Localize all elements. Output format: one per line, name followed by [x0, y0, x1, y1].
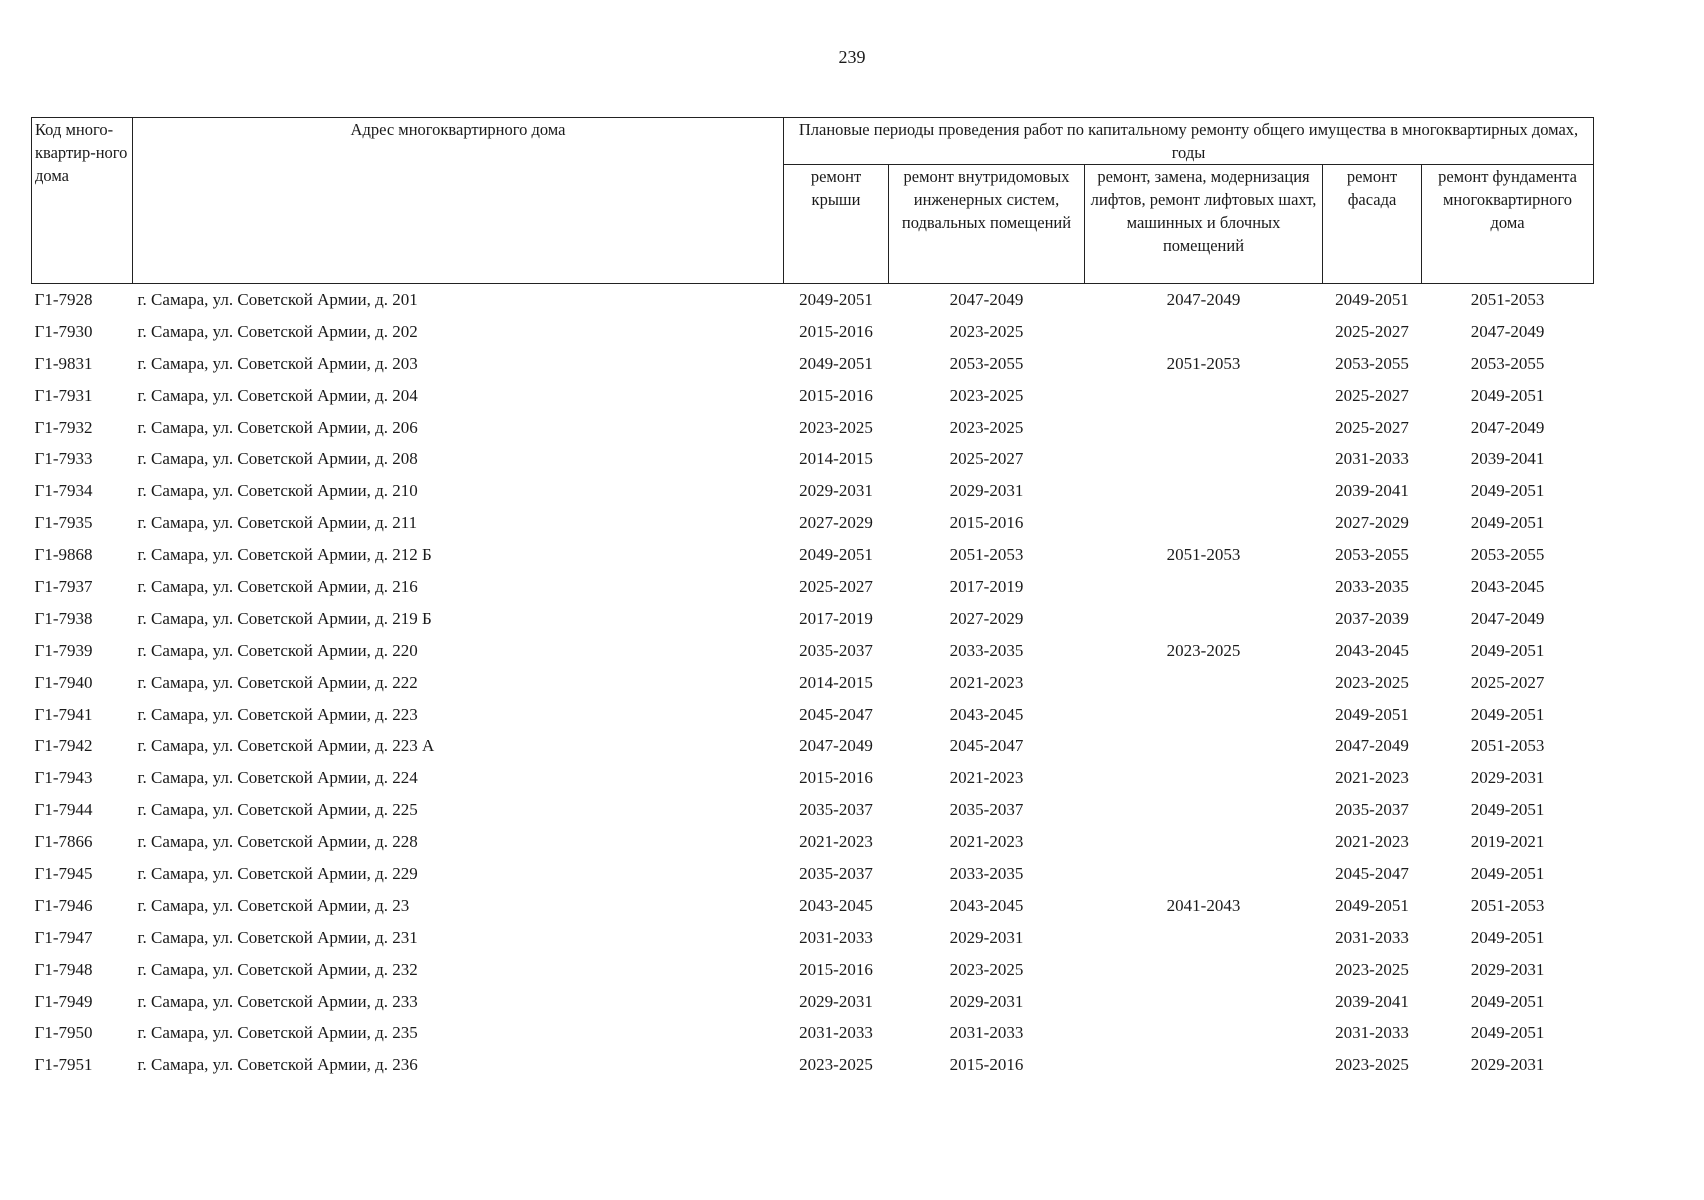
table-row: [32, 507, 1594, 539]
cell-foundation: 2049-2051: [1470, 863, 1545, 883]
cell-elevators: 2047-2049: [1166, 289, 1241, 309]
cell-roof: 2049-2051: [799, 353, 873, 373]
cell-foundation: 2029-2031: [1470, 959, 1545, 979]
cell-engineering: 2015-2016: [949, 1055, 1024, 1075]
cell-code: Г1-7944: [34, 800, 93, 820]
cell-elevators: [1085, 1049, 1323, 1081]
cell-code: Г1-7941: [34, 704, 93, 724]
cell-facade: 2021-2023: [1335, 768, 1409, 788]
cell-facade: 2033-2035: [1335, 576, 1409, 596]
cell-foundation: 2051-2053: [1470, 289, 1545, 309]
cell-facade: 2043-2045: [1335, 640, 1409, 660]
cell-foundation: 2047-2049: [1470, 321, 1545, 341]
cell-elevators: [1085, 316, 1323, 348]
cell-facade: 2021-2023: [1335, 832, 1409, 852]
cell-foundation: 2019-2021: [1470, 832, 1545, 852]
cell-engineering: 2027-2029: [949, 608, 1024, 628]
table-row: [32, 794, 1594, 826]
cell-roof: 2023-2025: [799, 1055, 873, 1075]
cell-code: Г1-7951: [34, 1055, 93, 1075]
table-row: [32, 571, 1594, 603]
cell-foundation: 2049-2051: [1470, 991, 1545, 1011]
cell-code: Г1-7938: [34, 608, 93, 628]
cell-foundation: 2053-2055: [1470, 545, 1545, 565]
cell-address: г. Самара, ул. Советской Армии, д. 224: [137, 768, 418, 788]
header-code: Код много-квартир-ного дома: [32, 118, 133, 284]
cell-engineering: 2021-2023: [949, 768, 1024, 788]
cell-elevators: [1085, 699, 1323, 731]
cell-engineering: 2023-2025: [949, 417, 1024, 437]
table-row: [32, 380, 1594, 412]
cell-engineering: 2051-2053: [949, 545, 1024, 565]
cell-foundation: 2049-2051: [1470, 385, 1545, 405]
cell-elevators: [1085, 794, 1323, 826]
cell-engineering: 2023-2025: [949, 385, 1024, 405]
table-row: [32, 443, 1594, 475]
cell-foundation: 2051-2053: [1470, 895, 1545, 915]
cell-code: Г1-7930: [34, 321, 93, 341]
cell-roof: 2049-2051: [799, 545, 873, 565]
cell-engineering: 2023-2025: [949, 321, 1024, 341]
table-row: [32, 1017, 1594, 1049]
header-facade: ремонт фасада: [1323, 165, 1422, 284]
cell-elevators: [1085, 603, 1323, 635]
cell-foundation: 2049-2051: [1470, 800, 1545, 820]
cell-facade: 2023-2025: [1335, 959, 1409, 979]
cell-address: г. Самара, ул. Советской Армии, д. 204: [137, 385, 418, 405]
cell-address: г. Самара, ул. Советской Армии, д. 222: [137, 672, 418, 692]
page-number: 239: [838, 47, 866, 67]
cell-roof: 2035-2037: [799, 863, 873, 883]
cell-engineering: 2021-2023: [949, 672, 1024, 692]
cell-roof: 2049-2051: [799, 289, 873, 309]
cell-address: г. Самара, ул. Советской Армии, д. 219 Б: [137, 608, 432, 628]
table-row: [32, 922, 1594, 954]
table-row: [32, 890, 1594, 922]
cell-facade: 2035-2037: [1335, 800, 1409, 820]
table-header: [32, 118, 1594, 284]
cell-roof: 2025-2027: [799, 576, 873, 596]
cell-code: Г1-7937: [34, 576, 93, 596]
cell-code: Г1-7934: [34, 481, 93, 501]
cell-foundation: 2049-2051: [1470, 481, 1545, 501]
cell-roof: 2021-2023: [799, 832, 873, 852]
cell-roof: 2015-2016: [799, 321, 873, 341]
cell-elevators: [1085, 762, 1323, 794]
cell-engineering: 2021-2023: [949, 832, 1024, 852]
cell-facade: 2031-2033: [1335, 1023, 1409, 1043]
cell-address: г. Самара, ул. Советской Армии, д. 23: [137, 895, 410, 915]
cell-engineering: 2043-2045: [949, 895, 1024, 915]
cell-roof: 2027-2029: [799, 513, 873, 533]
cell-engineering: 2047-2049: [949, 289, 1024, 309]
cell-code: Г1-7928: [34, 289, 93, 309]
cell-address: г. Самара, ул. Советской Армии, д. 201: [137, 289, 418, 309]
table-row: [32, 730, 1594, 762]
cell-facade: 2031-2033: [1335, 927, 1409, 947]
cell-code: Г1-7950: [34, 1023, 93, 1043]
cell-engineering: 2029-2031: [949, 927, 1024, 947]
cell-elevators: [1085, 412, 1323, 444]
table-row: [32, 603, 1594, 635]
table-row: [32, 284, 1594, 316]
cell-elevators: [1085, 730, 1323, 762]
cell-address: г. Самара, ул. Советской Армии, д. 211: [137, 513, 418, 533]
cell-roof: 2031-2033: [799, 1023, 873, 1043]
cell-address: г. Самара, ул. Советской Армии, д. 223: [137, 704, 418, 724]
cell-address: г. Самара, ул. Советской Армии, д. 232: [137, 959, 418, 979]
cell-foundation: 2047-2049: [1470, 608, 1545, 628]
cell-foundation: 2049-2051: [1470, 1023, 1545, 1043]
cell-roof: 2017-2019: [799, 608, 873, 628]
header-address: Адрес многоквартирного дома: [133, 118, 784, 284]
cell-address: г. Самара, ул. Советской Армии, д. 228: [137, 832, 418, 852]
table-row: [32, 826, 1594, 858]
cell-elevators: [1085, 380, 1323, 412]
cell-foundation: 2049-2051: [1470, 513, 1545, 533]
cell-code: Г1-9868: [34, 545, 93, 565]
cell-foundation: 2047-2049: [1470, 417, 1545, 437]
cell-elevators: 2051-2053: [1166, 353, 1241, 373]
header-elevators: ремонт, замена, модернизация лифтов, ремонт лифтовых шахт, машинных и блочных помещений: [1085, 165, 1323, 284]
cell-foundation: 2029-2031: [1470, 768, 1545, 788]
cell-roof: 2035-2037: [799, 640, 873, 660]
cell-code: Г1-7945: [34, 863, 93, 883]
cell-address: г. Самара, ул. Советской Армии, д. 216: [137, 576, 418, 596]
cell-facade: 2025-2027: [1335, 321, 1409, 341]
cell-address: г. Самара, ул. Советской Армии, д. 210: [137, 481, 418, 501]
cell-elevators: 2041-2043: [1166, 895, 1241, 915]
cell-engineering: 2023-2025: [949, 959, 1024, 979]
cell-foundation: 2025-2027: [1470, 672, 1545, 692]
table-row: [32, 858, 1594, 890]
cell-facade: 2053-2055: [1335, 353, 1409, 373]
cell-facade: 2025-2027: [1335, 385, 1409, 405]
cell-address: г. Самара, ул. Советской Армии, д. 206: [137, 417, 418, 437]
cell-engineering: 2033-2035: [949, 640, 1024, 660]
cell-facade: 2039-2041: [1335, 991, 1409, 1011]
table-row: [32, 635, 1594, 667]
cell-foundation: 2039-2041: [1470, 449, 1545, 469]
cell-elevators: 2051-2053: [1166, 545, 1241, 565]
cell-engineering: 2035-2037: [949, 800, 1024, 820]
cell-address: г. Самара, ул. Советской Армии, д. 231: [137, 927, 418, 947]
cell-roof: 2035-2037: [799, 800, 873, 820]
cell-foundation: 2029-2031: [1470, 1055, 1545, 1075]
cell-foundation: 2053-2055: [1470, 353, 1545, 373]
cell-address: г. Самара, ул. Советской Армии, д. 233: [137, 991, 418, 1011]
cell-roof: 2023-2025: [799, 417, 873, 437]
cell-elevators: [1085, 986, 1323, 1018]
cell-foundation: 2049-2051: [1470, 927, 1545, 947]
cell-address: г. Самара, ул. Советской Армии, д. 236: [137, 1055, 418, 1075]
cell-code: Г1-7939: [34, 640, 93, 660]
cell-code: Г1-7932: [34, 417, 93, 437]
cell-roof: 2043-2045: [799, 895, 873, 915]
cell-foundation: 2049-2051: [1470, 704, 1545, 724]
cell-code: Г1-7940: [34, 672, 93, 692]
cell-engineering: 2045-2047: [949, 736, 1024, 756]
table-row: [32, 986, 1594, 1018]
cell-elevators: [1085, 667, 1323, 699]
cell-address: г. Самара, ул. Советской Армии, д. 225: [137, 800, 418, 820]
cell-address: г. Самара, ул. Советской Армии, д. 229: [137, 863, 418, 883]
cell-engineering: 2029-2031: [949, 991, 1024, 1011]
cell-foundation: 2049-2051: [1470, 640, 1545, 660]
cell-engineering: 2025-2027: [949, 449, 1024, 469]
table-row: [32, 412, 1594, 444]
cell-facade: 2039-2041: [1335, 481, 1409, 501]
cell-code: Г1-7933: [34, 449, 93, 469]
header-roof: ремонт крыши: [784, 165, 889, 284]
cell-roof: 2015-2016: [799, 385, 873, 405]
cell-facade: 2025-2027: [1335, 417, 1409, 437]
header-foundation: ремонт фундамента многоквартирного дома: [1422, 165, 1594, 284]
table-body: [32, 284, 1594, 1082]
cell-facade: 2031-2033: [1335, 449, 1409, 469]
cell-roof: 2031-2033: [799, 927, 873, 947]
cell-elevators: [1085, 826, 1323, 858]
cell-facade: 2027-2029: [1335, 513, 1409, 533]
cell-roof: 2014-2015: [799, 449, 873, 469]
cell-engineering: 2033-2035: [949, 863, 1024, 883]
cell-code: Г1-7931: [34, 385, 93, 405]
cell-facade: 2049-2051: [1335, 895, 1409, 915]
cell-engineering: 2053-2055: [949, 353, 1024, 373]
table-row: [32, 762, 1594, 794]
cell-address: г. Самара, ул. Советской Армии, д. 223 А: [137, 736, 435, 756]
cell-facade: 2047-2049: [1335, 736, 1409, 756]
cell-foundation: 2043-2045: [1470, 576, 1545, 596]
table-row: [32, 475, 1594, 507]
cell-engineering: 2043-2045: [949, 704, 1024, 724]
cell-facade: 2037-2039: [1335, 608, 1409, 628]
cell-engineering: 2031-2033: [949, 1023, 1024, 1043]
cell-roof: 2047-2049: [799, 736, 873, 756]
cell-engineering: 2015-2016: [949, 513, 1024, 533]
cell-roof: 2015-2016: [799, 768, 873, 788]
cell-elevators: [1085, 443, 1323, 475]
cell-roof: 2029-2031: [799, 481, 873, 501]
cell-elevators: [1085, 507, 1323, 539]
cell-address: г. Самара, ул. Советской Армии, д. 235: [137, 1023, 418, 1043]
table-row: [32, 699, 1594, 731]
header-engineering: ремонт внутридомовых инженерных систем, подвальных помещений: [889, 165, 1085, 284]
cell-roof: 2045-2047: [799, 704, 873, 724]
cell-elevators: [1085, 1017, 1323, 1049]
cell-foundation: 2051-2053: [1470, 736, 1545, 756]
cell-facade: 2049-2051: [1335, 289, 1409, 309]
cell-address: г. Самара, ул. Советской Армии, д. 212 Б: [137, 545, 432, 565]
capital-repair-schedule-table: [31, 117, 1594, 1081]
cell-elevators: 2023-2025: [1166, 640, 1241, 660]
cell-code: Г1-7946: [34, 895, 93, 915]
cell-facade: 2049-2051: [1335, 704, 1409, 724]
table-row: [32, 348, 1594, 380]
cell-elevators: [1085, 954, 1323, 986]
cell-elevators: [1085, 858, 1323, 890]
cell-code: Г1-7949: [34, 991, 93, 1011]
table-row: [32, 954, 1594, 986]
table-row: [32, 539, 1594, 571]
cell-address: г. Самара, ул. Советской Армии, д. 220: [137, 640, 418, 660]
cell-facade: 2053-2055: [1335, 545, 1409, 565]
cell-elevators: [1085, 922, 1323, 954]
header-periods-group: Плановые периоды проведения работ по капитальному ремонту общего имущества в многоквартирных домах, годы: [784, 118, 1594, 165]
cell-facade: 2023-2025: [1335, 1055, 1409, 1075]
cell-code: Г1-7942: [34, 736, 93, 756]
cell-code: Г1-9831: [34, 353, 93, 373]
cell-address: г. Самара, ул. Советской Армии, д. 208: [137, 449, 418, 469]
cell-facade: 2023-2025: [1335, 672, 1409, 692]
cell-elevators: [1085, 475, 1323, 507]
cell-engineering: 2017-2019: [949, 576, 1024, 596]
cell-code: Г1-7935: [34, 513, 93, 533]
table-row: [32, 1049, 1594, 1081]
cell-roof: 2015-2016: [799, 959, 873, 979]
cell-facade: 2045-2047: [1335, 863, 1409, 883]
cell-roof: 2014-2015: [799, 672, 873, 692]
cell-code: Г1-7866: [34, 832, 93, 852]
cell-engineering: 2029-2031: [949, 481, 1024, 501]
cell-code: Г1-7943: [34, 768, 93, 788]
cell-code: Г1-7947: [34, 927, 93, 947]
cell-roof: 2029-2031: [799, 991, 873, 1011]
cell-address: г. Самара, ул. Советской Армии, д. 203: [137, 353, 418, 373]
table-row: [32, 667, 1594, 699]
cell-code: Г1-7948: [34, 959, 93, 979]
cell-address: г. Самара, ул. Советской Армии, д. 202: [137, 321, 418, 341]
table-row: [32, 316, 1594, 348]
cell-elevators: [1085, 571, 1323, 603]
